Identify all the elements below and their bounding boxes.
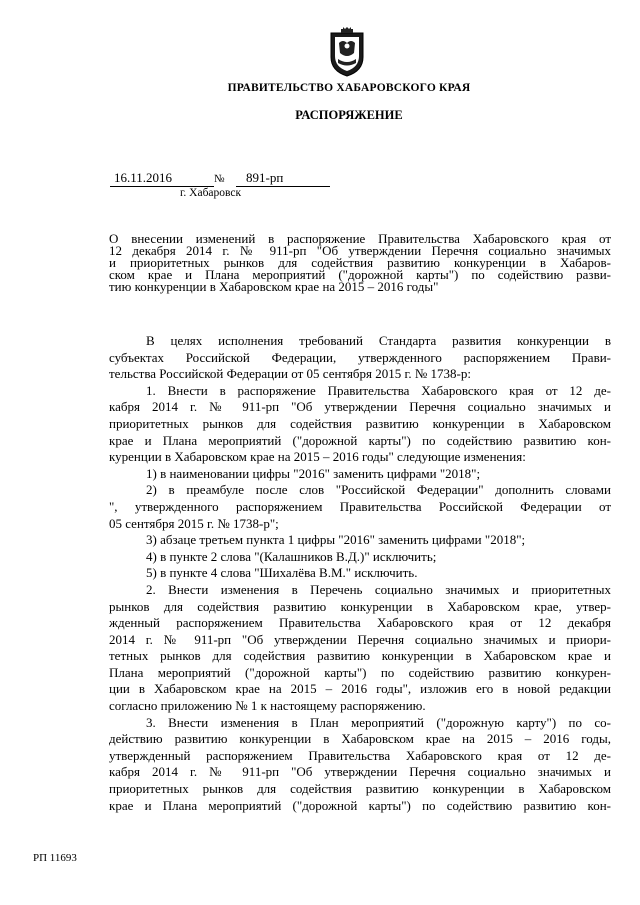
body-line: ", утвержденного распоряжением Правительства Российской Федерации от: [109, 498, 611, 514]
body-line: приоритетных рынков для содействия развитию конкуренции в Хабаровском: [109, 781, 611, 797]
subject-line: тию конкуренции в Хабаровском крае на 2015 – 2016 годы": [109, 279, 439, 294]
document-number: 891-рп: [236, 170, 330, 187]
body-line: куренции в Хабаровском крае на 2015 – 2016 годы" следующие изменения:: [109, 449, 526, 465]
subject-line: ском крае и Плана мероприятий ("дорожной карты") по содействию разви-: [109, 267, 611, 282]
body-line: ции в Хабаровском крае на 2015 – 2016 годы", изложив его в новой редакции: [109, 681, 611, 697]
body-line: приоритетных рынков для содействия развитию конкуренции в Хабаровском: [109, 415, 611, 431]
body-line: В целях исполнения требований Стандарта развития конкуренции в: [146, 333, 611, 348]
body-line: 1. Внести в распоряжение Правительства Хабаровского края от 12 де-: [146, 382, 611, 398]
subject-line: и приоритетных рынков для содействия развитию конкуренции в Хабаров-: [109, 255, 611, 270]
document-date: 16.11.2016: [110, 170, 214, 187]
body-line: согласно приложению № 1 к настоящему распоряжению.: [109, 698, 426, 714]
document-code: РП 11693: [33, 852, 77, 864]
city: г. Хабаровск: [180, 187, 242, 199]
body-line: 05 сентября 2015 г. № 1738-р";: [109, 515, 279, 531]
body-line: 3. Внести изменения в План мероприятий ("дорожную карту") по со-: [146, 714, 611, 730]
number-sign: №: [214, 173, 225, 185]
body-line: тельства Российской Федерации от 05 сентября 2015 г. № 1738-р:: [109, 366, 471, 382]
body-line: 2014 г. № 911-рп "Об утверждении Перечня социально значимых и приори-: [109, 631, 611, 647]
body-line: утвержденный распоряжением Правительства Хабаровского края от 12 де-: [109, 747, 611, 763]
document-type: РАСПОРЯЖЕНИЕ: [295, 108, 403, 122]
government-title: ПРАВИТЕЛЬСТВО ХАБАРОВСКОГО КРАЯ: [227, 82, 471, 94]
document-body: [109, 333, 611, 814]
body-line: рынков для содействия развитию конкуренции в Хабаровском крае, утвер-: [109, 598, 611, 614]
body-line: 5) в пункте 4 слова "Шихалёва В.М." исключить.: [146, 565, 418, 581]
subject-line: 12 декабря 2014 г. № 911-рп "Об утверждении Перечня социально значимых: [109, 243, 611, 258]
document-subject: [109, 233, 611, 293]
body-line: 4) в пункте 2 слова "(Калашников В.Д.)" исключить;: [146, 548, 437, 564]
body-line: 2. Внести изменения в Перечень социально значимых и приоритетных: [146, 581, 611, 597]
body-line: 3) абзаце третьем пункта 1 цифры "2016" заменить цифрами "2018";: [146, 532, 526, 548]
body-line: субъектах Российской Федерации, утвержденного распоряжением Прави-: [109, 349, 611, 365]
coat-of-arms-icon: [327, 27, 367, 77]
body-line: действию развитию конкуренции в Хабаровском крае на 2015 – 2016 годы,: [109, 731, 611, 747]
body-line: Плана мероприятий ("дорожной карты") по содействию развитию конкурен-: [109, 664, 611, 680]
body-line: кабря 2014 г. № 911-рп "Об утверждении Перечня социально значимых и: [109, 399, 611, 415]
subject-line: О внесении изменений в распоряжение Правительства Хабаровского края от: [109, 231, 611, 246]
body-line: крае и Плана мероприятий ("дорожной карты") по содействию развитию кон-: [109, 432, 611, 448]
body-line: крае и Плана мероприятий ("дорожной карты") по содействию развитию кон-: [109, 797, 611, 813]
body-line: тетных рынков для содействия развитию конкуренции в Хабаровском крае и: [109, 648, 611, 664]
body-line: кабря 2014 г. № 911-рп "Об утверждении Перечня социально значимых и: [109, 764, 611, 780]
body-line: 2) в преамбуле после слов "Российской Федерации" дополнить словами: [146, 482, 611, 498]
body-line: 1) в наименовании цифры "2016" заменить цифрами "2018";: [146, 465, 481, 481]
body-line: жденный распоряжением Правительства Хабаровского края от 12 декабря: [109, 615, 611, 631]
